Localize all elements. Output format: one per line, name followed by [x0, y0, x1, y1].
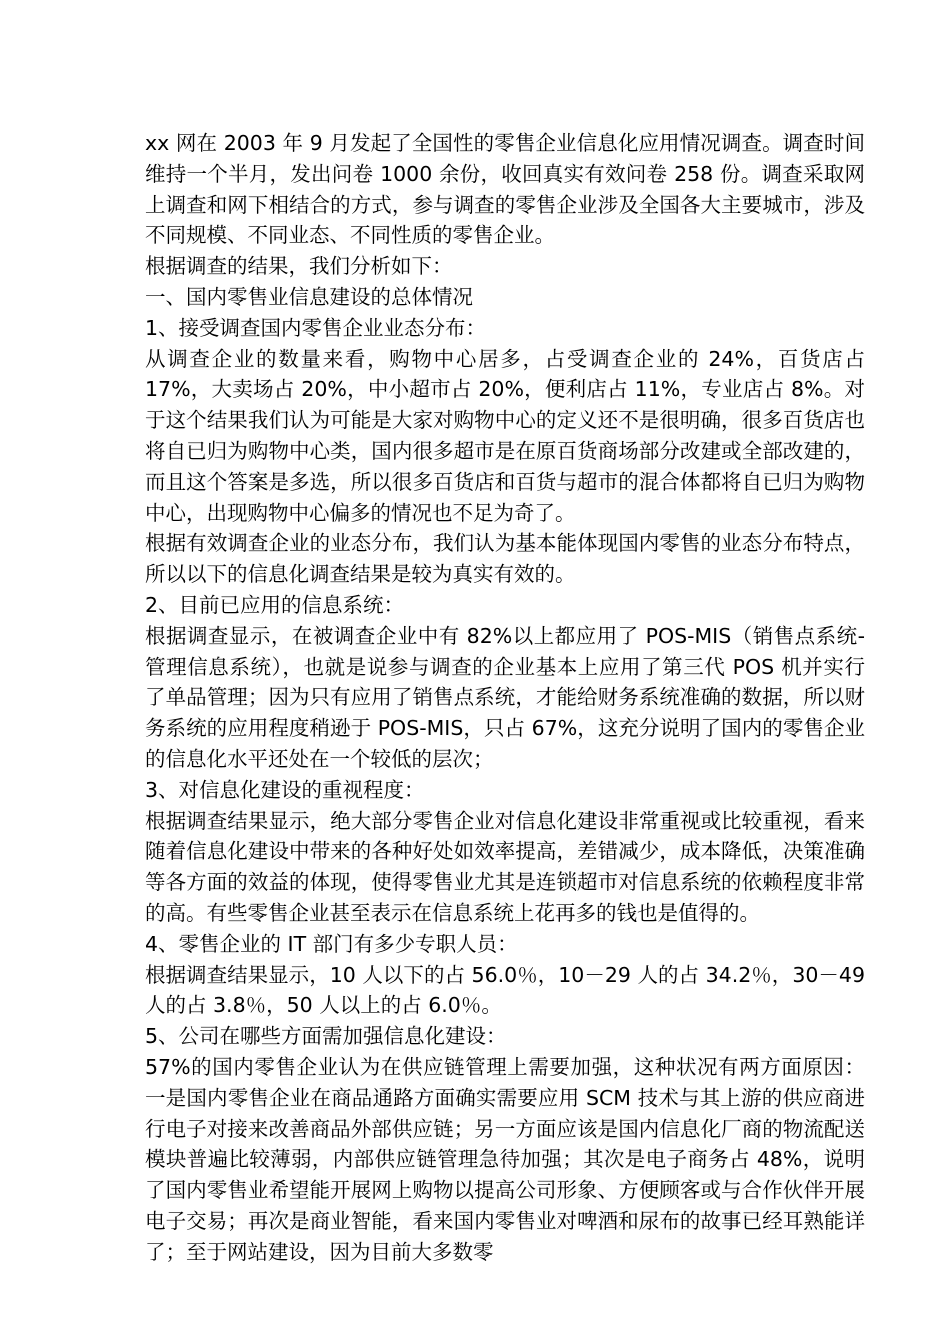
subheading-strengthen-areas: 5、公司在哪些方面需加强信息化建设：	[145, 1024, 507, 1049]
subheading-importance: 3、对信息化建设的重视程度：	[145, 777, 425, 802]
subheading-it-staff: 4、零售企业的 IT 部门有多少专职人员：	[145, 931, 518, 956]
strengthen-areas-paragraph: 57%的国内零售企业认为在供应链管理上需要加强，这种状况有两方面原因：一是国内零售企业在商品通路方面确实需要应用 SCM 技术与其上游的供应商进行电子对接来改善商品外部供应链；另一方面应该是国内信息化厂商的物流配送模块普遍比较薄弱，内部供应链管理急待加强；其次是电子商务占 48%，说明了国内零售业希望能开展网上购物以提高公司形象、方便顾客或与合作伙伴开展电子交易；再次是商业智能，看来国内零售业对啤酒和尿布的故事已经耳熟能详了；至于网站建设，因为目前大多数零	[145, 1054, 865, 1264]
format-conclusion-paragraph: 根据有效调查企业的业态分布，我们认为基本能体现国内零售的业态分布特点，所以以下的信息化调查结果是较为真实有效的。	[145, 531, 865, 587]
applied-systems-paragraph: 根据调查显示，在被调查企业中有 82%以上都应用了 POS-MIS（销售点系统-管理信息系统），也就是说参与调查的企业基本上应用了第三代 POS 机并实行了单品管理；因为只有应用了销售点系统，才能给财务系统准确的数据，所以财务系统的应用程度稍逊于 POS-MIS，只占 67%，这充分说明了国内的零售企业的信息化水平还处在一个较低的层次；	[145, 623, 865, 771]
intro-paragraph: xx 网在 2003 年 9 月发起了全国性的零售企业信息化应用情况调查。调查时间维持一个半月，发出问卷 1000 余份，收回真实有效问卷 258 份。调查采取网上调查和网下相结合的方式，参与调查的零售企业涉及全国各大主要城市，涉及不同规模、不同业态、不同性质的零售企业。	[145, 131, 865, 248]
document-body	[145, 128, 865, 1267]
analysis-lead: 根据调查的结果，我们分析如下：	[145, 254, 453, 279]
subheading-format-distribution: 1、接受调查国内零售企业业态分布：	[145, 315, 487, 340]
subheading-applied-systems: 2、目前已应用的信息系统：	[145, 592, 405, 617]
importance-paragraph: 根据调查结果显示，绝大部分零售企业对信息化建设非常重视或比较重视，看来随着信息化建设中带来的各种好处如效率提高，差错减少，成本降低，决策准确等各方面的效益的体现，使得零售业尤其是连锁超市对信息系统的依赖程度非常的高。有些零售企业甚至表示在信息系统上花再多的钱也是值得的。	[145, 808, 865, 925]
section-heading-overview: 一、国内零售业信息建设的总体情况	[145, 284, 473, 309]
it-staff-paragraph: 根据调查结果显示，10 人以下的占 56.0％，10－29 人的占 34.2％，30－49 人的占 3.8％，50 人以上的占 6.0％。	[145, 962, 865, 1018]
format-distribution-paragraph: 从调查企业的数量来看，购物中心居多，占受调查企业的 24%，百货店占 17%，大卖场占 20%，中小超市占 20%，便利店占 11%，专业店占 8%。对于这个结果我们认为可能是大家对购物中心的定义还不是很明确，很多百货店也将自已归为购物中心类，国内很多超市是在原百货商场部分改建或全部改建的，而且这个答案是多选，所以很多百货店和百货与超市的混合体都将自已归为购物中心，出现购物中心偏多的情况也不足为奇了。	[145, 346, 865, 525]
